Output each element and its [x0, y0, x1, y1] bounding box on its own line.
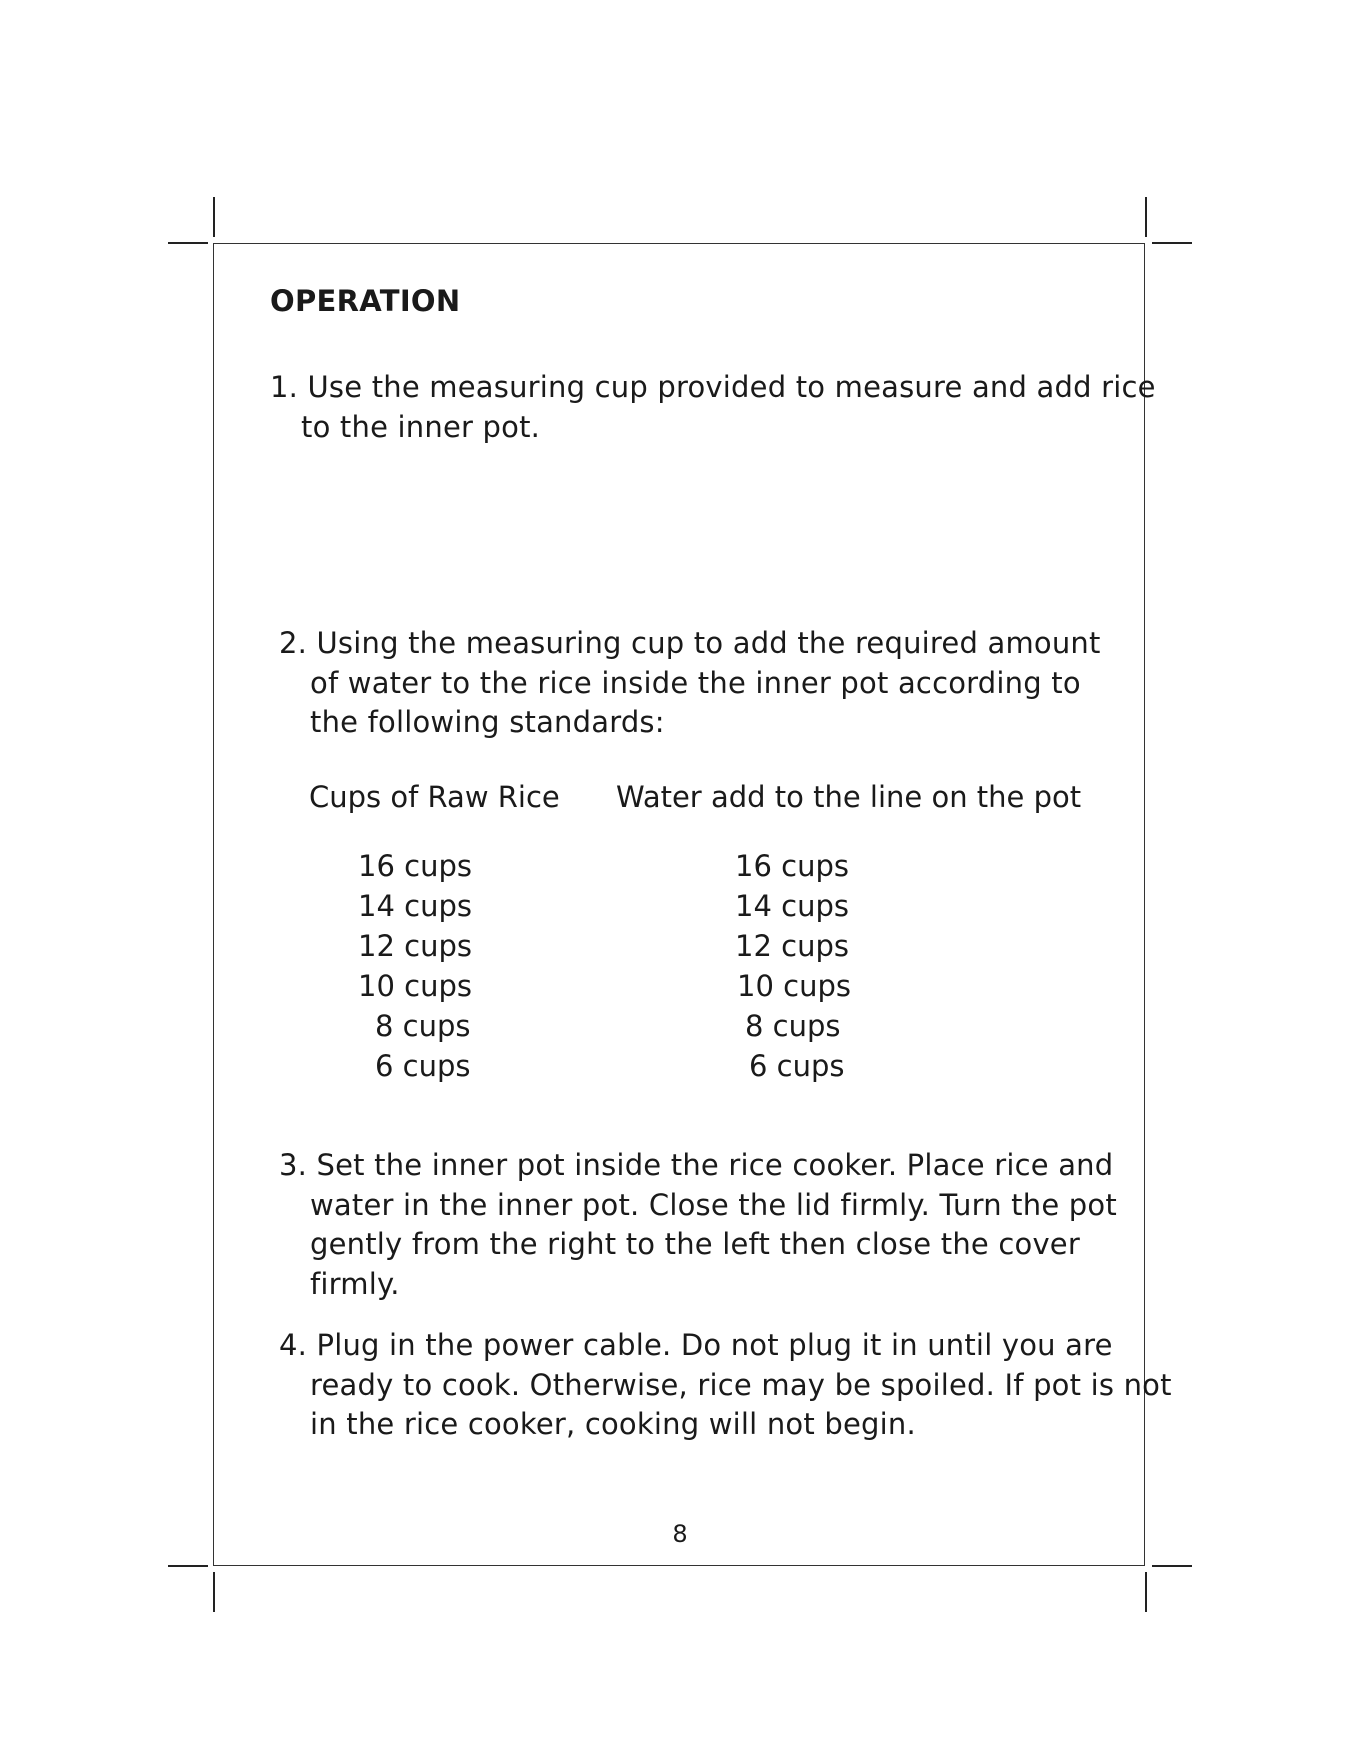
step-text: Set the inner pot inside the rice cooker. Place rice and [316, 1148, 1114, 1182]
table-cell-rice: 6 cups [375, 1049, 471, 1083]
crop-mark [168, 242, 208, 244]
step-number: 3. [279, 1148, 308, 1182]
table-cell-water: 16 cups [735, 849, 849, 883]
step-text: Plug in the power cable. Do not plug it in until you are [316, 1328, 1113, 1362]
table-cell-rice: 16 cups [358, 849, 472, 883]
step-text: ready to cook. Otherwise, rice may be spoiled. If pot is not [310, 1367, 1172, 1402]
crop-mark [1145, 1572, 1147, 1612]
table-cell-rice: 10 cups [358, 969, 472, 1003]
crop-mark [1152, 1565, 1192, 1567]
page-number: 8 [672, 1520, 688, 1548]
step-text: gently from the right to the left then close the cover [310, 1227, 1080, 1261]
table-cell-rice: 8 cups [375, 1009, 471, 1043]
crop-mark [168, 1565, 208, 1567]
table-cell-water: 10 cups [737, 969, 851, 1003]
step-line [279, 1326, 1172, 1366]
step-number: 4. [279, 1328, 308, 1362]
step-line [270, 368, 1156, 408]
step-1 [270, 368, 1156, 447]
crop-mark [1152, 242, 1192, 244]
step-text: Use the measuring cup provided to measure and add rice [307, 370, 1156, 404]
crop-mark [213, 1572, 215, 1612]
table-cell-water: 8 cups [745, 1009, 841, 1043]
table-header-water: Water add to the line on the pot [616, 780, 1082, 814]
step-text: the following standards: [310, 705, 665, 739]
step-text: to the inner pot. [301, 409, 541, 444]
step-4 [279, 1326, 1172, 1445]
page-title: OPERATION [270, 284, 461, 318]
step-3 [279, 1146, 1117, 1304]
step-line [279, 1146, 1117, 1186]
table-cell-rice: 14 cups [358, 889, 472, 923]
table-cell-water: 14 cups [735, 889, 849, 923]
step-number: 2. [279, 626, 308, 660]
step-2 [279, 624, 1101, 743]
crop-mark [213, 197, 215, 237]
crop-mark [1145, 197, 1147, 237]
step-text: of water to the rice inside the inner pot according to [310, 665, 1081, 700]
table-cell-rice: 12 cups [358, 929, 472, 963]
step-text: water in the inner pot. Close the lid firmly. Turn the pot [310, 1187, 1117, 1222]
step-text: firmly. [310, 1266, 400, 1301]
table-cell-water: 6 cups [749, 1049, 845, 1083]
table-cell-water: 12 cups [735, 929, 849, 963]
table-header-rice: Cups of Raw Rice [309, 780, 560, 814]
step-text: Using the measuring cup to add the required amount [316, 626, 1101, 660]
step-number: 1. [270, 370, 299, 404]
step-text: in the rice cooker, cooking will not begin. [310, 1407, 916, 1441]
step-line [279, 624, 1101, 664]
